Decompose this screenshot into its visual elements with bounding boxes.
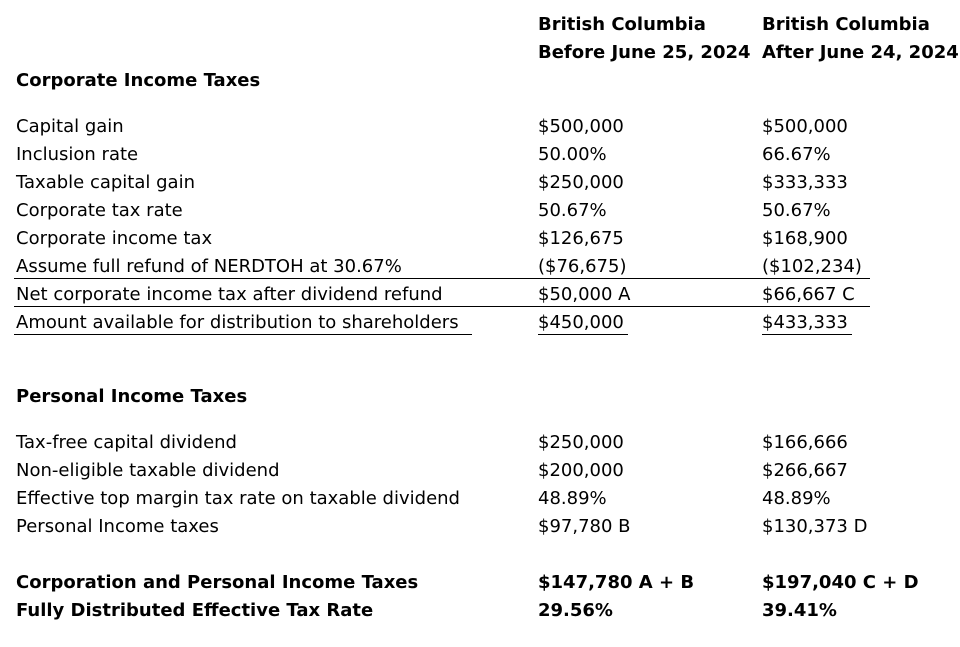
row-value-before: 48.89% — [538, 488, 607, 509]
row-value-before: $126,675 — [538, 228, 624, 249]
total-value-before: 29.56% — [538, 600, 613, 621]
row-value-after: 50.67% — [762, 200, 831, 221]
row-divider — [14, 278, 870, 279]
total-label: Fully Distributed Effective Tax Rate — [16, 600, 374, 621]
row-value-after: $500,000 — [762, 116, 848, 137]
column-header-before-line1: British Columbia — [538, 14, 706, 35]
row-label: Effective top margin tax rate on taxable dividend — [16, 488, 460, 509]
row-value-before: $250,000 — [538, 172, 624, 193]
row-label: Assume full refund of NERDTOH at 30.67% — [16, 256, 402, 277]
row-value-after: $66,667 C — [762, 284, 855, 305]
row-value-before: $97,780 B — [538, 516, 631, 537]
row-label: Personal Income taxes — [16, 516, 219, 537]
row-value-before: $200,000 — [538, 460, 624, 481]
personal-section-heading: Personal Income Taxes — [16, 386, 248, 407]
total-value-after: $197,040 C + D — [762, 572, 919, 593]
row-value-after: 48.89% — [762, 488, 831, 509]
row-label: Amount available for distribution to shareholders — [16, 312, 459, 333]
row-label: Corporate income tax — [16, 228, 213, 249]
corporate-section-heading: Corporate Income Taxes — [16, 70, 261, 91]
total-label: Corporation and Personal Income Taxes — [16, 572, 419, 593]
row-value-after: $433,333 — [762, 312, 848, 333]
row-underline-before — [538, 334, 628, 335]
total-value-after: 39.41% — [762, 600, 837, 621]
row-value-after: ($102,234) — [762, 256, 862, 277]
row-label: Capital gain — [16, 116, 124, 137]
row-underline-after — [762, 334, 852, 335]
row-value-after: $266,667 — [762, 460, 848, 481]
row-value-before: 50.00% — [538, 144, 607, 165]
row-value-after: 66.67% — [762, 144, 831, 165]
column-header-before-line2: Before June 25, 2024 — [538, 42, 751, 63]
row-value-before: 50.67% — [538, 200, 607, 221]
row-underline-label — [14, 334, 472, 335]
row-value-after: $168,900 — [762, 228, 848, 249]
row-value-before: $50,000 A — [538, 284, 631, 305]
row-label: Net corporate income tax after dividend refund — [16, 284, 443, 305]
row-value-after: $166,666 — [762, 432, 848, 453]
row-divider — [14, 306, 870, 307]
row-value-before: ($76,675) — [538, 256, 627, 277]
row-value-after: $333,333 — [762, 172, 848, 193]
row-value-before: $250,000 — [538, 432, 624, 453]
row-value-before: $500,000 — [538, 116, 624, 137]
row-value-after: $130,373 D — [762, 516, 868, 537]
row-label: Taxable capital gain — [16, 172, 195, 193]
column-header-after-line1: British Columbia — [762, 14, 930, 35]
row-label: Non-eligible taxable dividend — [16, 460, 280, 481]
row-value-before: $450,000 — [538, 312, 624, 333]
total-value-before: $147,780 A + B — [538, 572, 695, 593]
column-header-after-line2: After June 24, 2024 — [762, 42, 959, 63]
row-label: Tax-free capital dividend — [16, 432, 237, 453]
row-label: Inclusion rate — [16, 144, 139, 165]
row-label: Corporate tax rate — [16, 200, 183, 221]
